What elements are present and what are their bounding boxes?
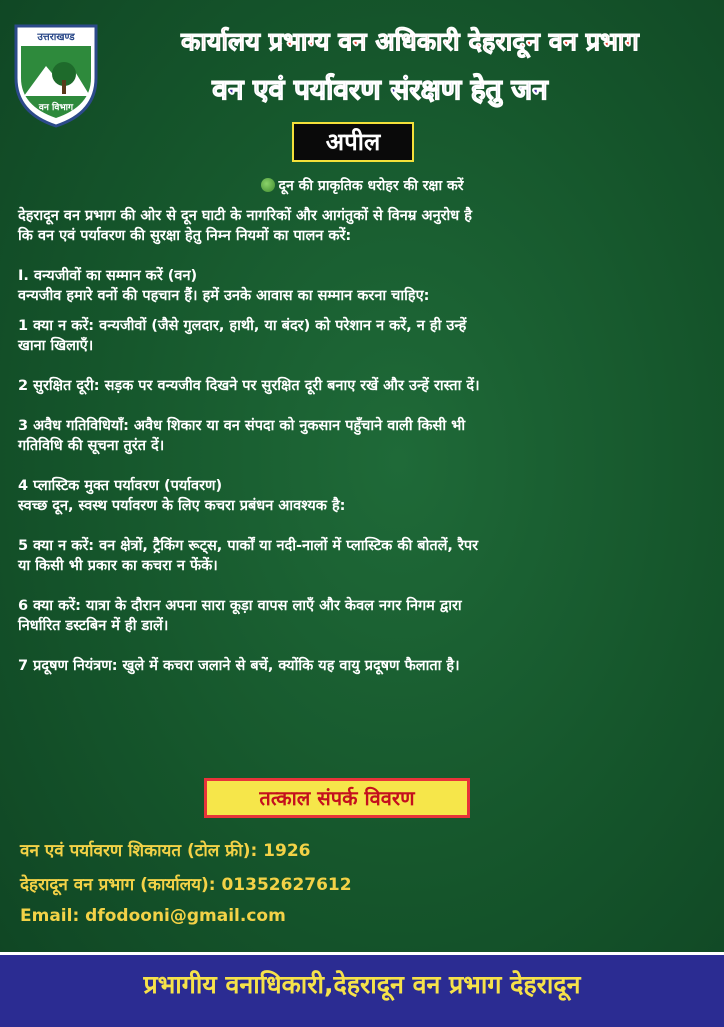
point-5-line-a: 5 क्या न करें: वन क्षेत्रों, ट्रैकिंग रूट्स, पार्कों या नदी-नालों में प्लास्टिक की बोतलें, रैपर <box>18 538 479 554</box>
logo-text-top: उत्तराखण्ड <box>37 32 75 43</box>
body-text <box>18 206 708 676</box>
header-title-line1: कार्यालय प्रभाग्य वन अधिकारी देहरादून वन प्रभाग <box>181 27 639 56</box>
intro-line-2: कि वन एवं पर्यावरण की सुरक्षा हेतु निम्न नियमों का पालन करें: <box>18 228 352 244</box>
subheading-text: दून की प्राकृतिक धरोहर की रक्षा करें <box>278 178 464 194</box>
point-6-line-b: निर्धारित डस्टबिन में ही डालें। <box>18 618 169 634</box>
footer-bar <box>0 952 724 1027</box>
point-1-line-a: 1 क्या न करें: वन्यजीवों (जैसे गुलदार, हाथी, या बंदर) को परेशान न करें, न ही उन्हें <box>18 318 467 334</box>
contact-office-phone: देहरादून वन प्रभाग (कार्यालय): 01352627612 <box>20 875 352 895</box>
point-5-line-b: या किसी भी प्रकार का कचरा न फेंकें। <box>18 558 218 574</box>
logo-text-bottom: वन विभाग <box>38 103 74 113</box>
point-1-line-b: खाना खिलाएँ। <box>18 338 94 354</box>
footer-text: प्रभागीय वनाधिकारी,देहरादून वन प्रभाग देहरादून <box>143 970 581 999</box>
forest-department-logo-icon <box>6 18 106 130</box>
section-1-title: I. वन्यजीवों का सम्मान करें (वन) <box>18 268 198 284</box>
point-2: 2 सुरक्षित दूरी: सड़क पर वन्यजीव दिखने पर सुरक्षित दूरी बनाए रखें और उन्हें रास्ता दें। <box>18 378 480 394</box>
contact-toll-free: वन एवं पर्यावरण शिकायत (टोल फ्री): 1926 <box>20 841 311 861</box>
section-4-title: 4 प्लास्टिक मुक्त पर्यावरण (पर्यावरण) <box>18 478 223 494</box>
section-4-desc: स्वच्छ दून, स्वस्थ पर्यावरण के लिए कचरा प्रबंधन आवश्यक है: <box>18 498 346 514</box>
appeal-label: अपील <box>292 122 414 162</box>
contact-heading: तत्काल संपर्क विवरण <box>204 778 470 818</box>
contact-email[interactable]: Email: dfodooni@gmail.com <box>20 906 286 926</box>
intro-line-1: देहरादून वन प्रभाग की ओर से दून घाटी के नागरिकों और आगंतुकों से विनम्र अनुरोध है <box>18 208 472 224</box>
leaf-icon <box>261 178 275 192</box>
subheading <box>0 176 724 195</box>
point-7: 7 प्रदूषण नियंत्रण: खुले में कचरा जलाने से बचें, क्योंकि यह वायु प्रदूषण फैलाता है। <box>18 658 460 674</box>
header-title-line2: वन एवं पर्यावरण संरक्षण हेतु जन <box>212 73 548 106</box>
point-3-line-b: गतिविधि की सूचना तुरंत दें। <box>18 438 165 454</box>
point-6-line-a: 6 क्या करें: यात्रा के दौरान अपना सारा कूड़ा वापस लाएँ और केवल नगर निगम द्वारा <box>18 598 462 614</box>
point-3-line-a: 3 अवैध गतिविधियाँ: अवैध शिकार या वन संपदा को नुकसान पहुँचाने वाली किसी भी <box>18 418 466 434</box>
section-1-desc: वन्यजीव हमारे वनों की पहचान हैं। हमें उनके आवास का सम्मान करना चाहिए: <box>18 288 430 304</box>
